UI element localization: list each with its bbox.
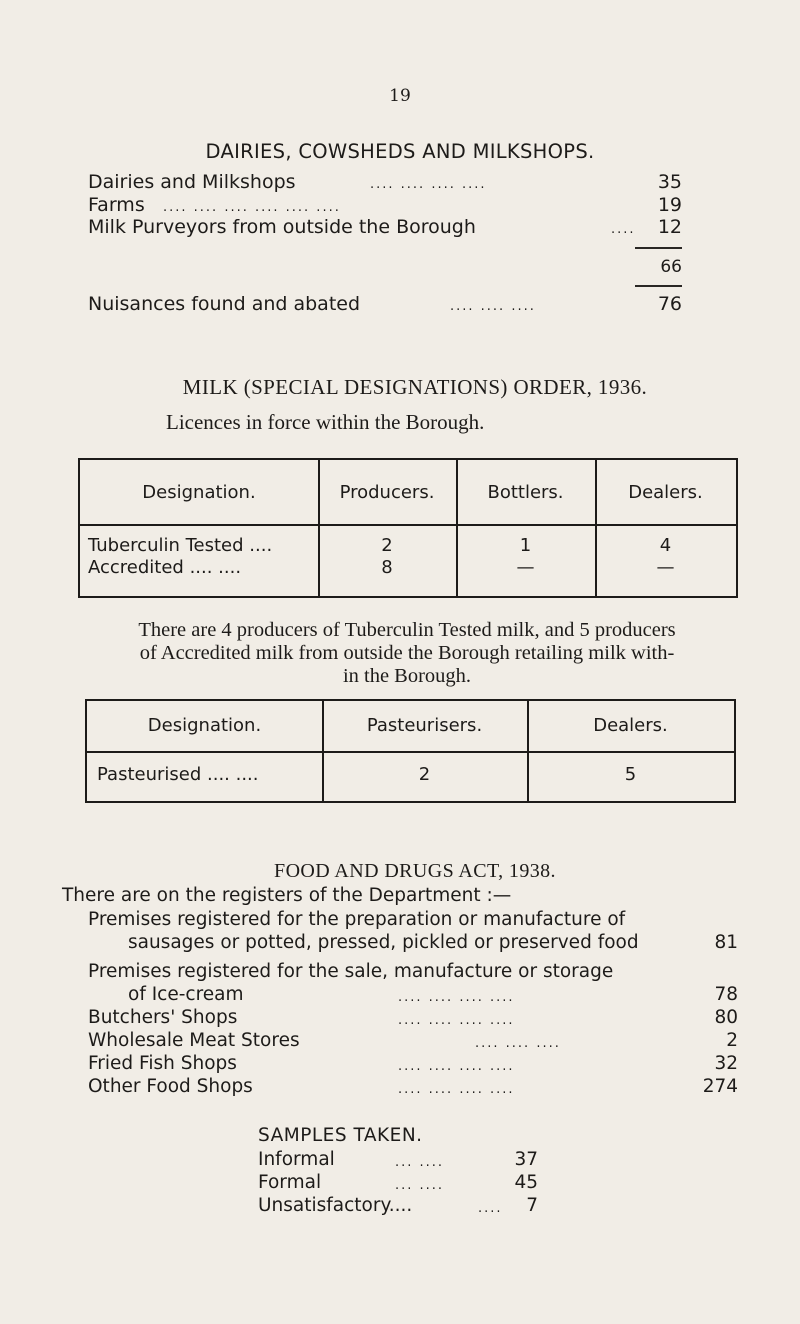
food-drugs-intro: There are on the registers of the Department :— <box>62 885 512 906</box>
table-cell: Accredited .... .... <box>88 557 242 578</box>
leader-dots: ... .... <box>395 1178 445 1193</box>
table-header: Dealers. <box>628 482 703 503</box>
nuisances-label: Nuisances found and abated <box>88 293 361 315</box>
paragraph-line: of Accredited milk from outside the Borough retailing milk with- <box>139 642 675 664</box>
table-cell: Tuberculin Tested .... <box>88 535 273 556</box>
list-item-label: Fried Fish Shops <box>88 1053 237 1074</box>
prep-value: 81 <box>714 932 738 953</box>
sale-line-2: of Ice-cream <box>128 984 244 1005</box>
list-item-value: 274 <box>702 1076 738 1097</box>
leader-dots: .... .... .... .... <box>370 177 487 192</box>
list-item-label: Wholesale Meat Stores <box>88 1030 300 1051</box>
leader-dots: .... .... .... <box>475 1036 561 1051</box>
leader-dots: ... .... <box>395 1155 445 1170</box>
page-number: 19 <box>389 86 411 106</box>
list-item-value: 80 <box>714 1007 738 1028</box>
list-item-label: Unsatisfactory.... <box>258 1195 413 1216</box>
milk-order-title: MILK (SPECIAL DESIGNATIONS) ORDER, 1936. <box>182 375 648 399</box>
list-item-label: Dairies and Milkshops <box>88 171 296 193</box>
leader-dots: .... .... .... .... .... .... <box>163 200 341 215</box>
pasteurisers-table <box>85 699 736 803</box>
list-item-value: 2 <box>726 1030 738 1051</box>
paragraph-line: There are 4 producers of Tuberculin Tested milk, and 5 producers <box>138 619 676 641</box>
total-value: 66 <box>660 257 682 277</box>
prep-line-2: sausages or potted, pressed, pickled or preserved food <box>128 932 639 953</box>
dairies-title: DAIRIES, COWSHEDS AND MILKSHOPS. <box>205 140 595 163</box>
list-item-label: Milk Purveyors from outside the Borough <box>88 216 476 238</box>
table-cell: 4 <box>659 535 672 556</box>
sum-rule <box>635 247 682 249</box>
leader-dots: .... .... .... .... <box>398 990 515 1005</box>
food-drugs-title: FOOD AND DRUGS ACT, 1938. <box>274 860 556 882</box>
licences-table <box>78 458 738 598</box>
leader-dots: .... .... .... .... <box>398 1059 515 1074</box>
sale-value: 78 <box>714 984 738 1005</box>
list-item-value: 35 <box>657 171 682 193</box>
sale-line-1: Premises registered for the sale, manufacture or storage <box>88 961 614 982</box>
list-item-label: Formal <box>258 1172 322 1193</box>
prep-line-1: Premises registered for the preparation or manufacture of <box>88 909 626 930</box>
table-header: Designation. <box>147 715 262 736</box>
table-header: Dealers. <box>593 715 668 736</box>
table-cell: 2 <box>418 764 431 785</box>
list-item-label: Other Food Shops <box>88 1076 253 1097</box>
table-cell: — <box>516 557 535 578</box>
list-item-label: Butchers' Shops <box>88 1007 238 1028</box>
paragraph-line: in the Borough. <box>342 665 472 687</box>
leader-dots: .... .... .... .... <box>398 1082 515 1097</box>
table-header: Pasteurisers. <box>366 715 483 736</box>
table-header: Designation. <box>142 482 256 503</box>
sum-rule <box>635 285 682 287</box>
list-item-value: 19 <box>657 194 682 216</box>
list-item-label: Farms <box>88 194 145 216</box>
table-cell: Pasteurised .... .... <box>97 764 259 785</box>
list-item-value: 32 <box>714 1053 738 1074</box>
table-cell: 8 <box>381 557 393 578</box>
list-item-value: 45 <box>514 1172 538 1193</box>
list-item-value: 12 <box>657 216 682 238</box>
milk-order-subtitle: Licences in force within the Borough. <box>166 410 485 434</box>
table-cell: 5 <box>624 764 637 785</box>
leader-dots: .... <box>611 222 636 237</box>
list-item-value: 7 <box>526 1195 538 1216</box>
table-header: Producers. <box>339 482 435 503</box>
list-item-value: 37 <box>514 1149 538 1170</box>
leader-dots: .... .... .... <box>450 299 536 314</box>
table-header: Bottlers. <box>487 482 564 503</box>
samples-title: SAMPLES TAKEN. <box>258 1125 423 1146</box>
leader-dots: .... .... .... .... <box>398 1013 515 1028</box>
nuisances-value: 76 <box>657 293 682 315</box>
leader-dots: .... <box>478 1201 503 1216</box>
table-cell: 2 <box>381 535 393 556</box>
table-cell: 1 <box>519 535 532 556</box>
table-cell: — <box>656 557 675 578</box>
list-item-label: Informal <box>258 1149 335 1170</box>
